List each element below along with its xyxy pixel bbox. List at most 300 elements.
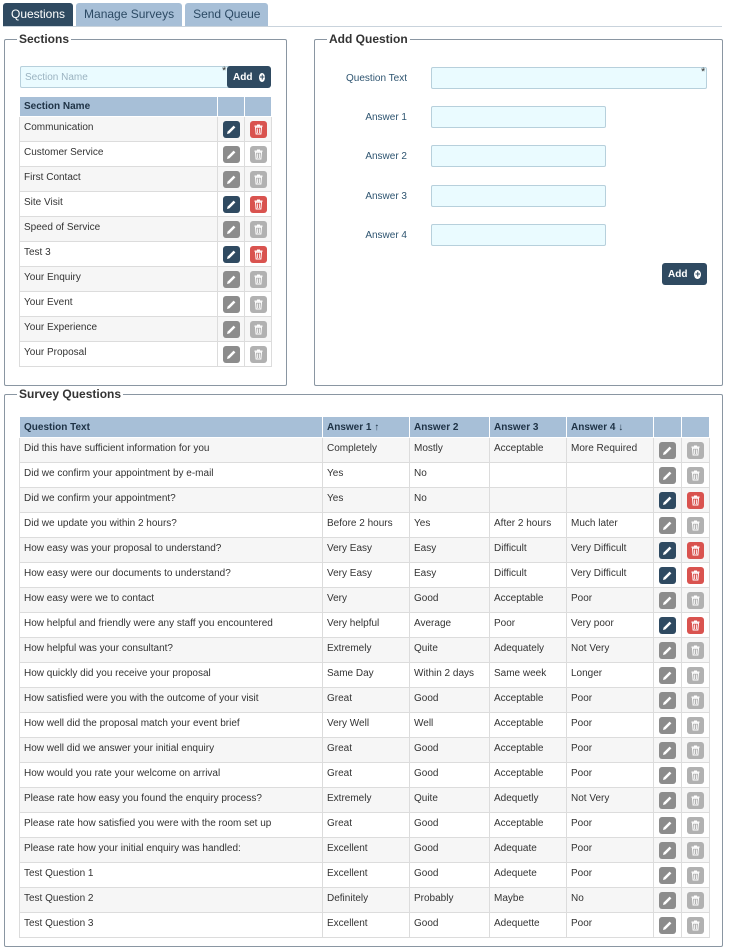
question-row[interactable]: [20, 888, 710, 913]
answer-3-cell: Acceptable: [490, 588, 567, 613]
answer-2-cell: Good: [410, 688, 490, 713]
edit-question-button-cell: [654, 663, 682, 688]
tab-bar: [3, 3, 268, 26]
edit-question-button-cell: [654, 463, 682, 488]
delete-question-button-cell: [682, 563, 710, 588]
question-text-cell: How easy was your proposal to understand?: [20, 538, 323, 563]
question-row[interactable]: [20, 538, 710, 563]
section-name-cell: Test 3: [20, 242, 218, 267]
delete-question-button[interactable]: [687, 842, 704, 859]
answer-2-label: Answer 2: [365, 151, 407, 162]
question-text-cell: How quickly did you receive your proposal: [20, 663, 323, 688]
answer-2-cell: Well: [410, 713, 490, 738]
edit-section-button-cell: [218, 342, 245, 367]
section-name-cell: Your Experience: [20, 317, 218, 342]
edit-question-button[interactable]: [659, 542, 676, 559]
survey-questions-table: [19, 416, 710, 938]
edit-question-button[interactable]: [659, 892, 676, 909]
answer-4-input[interactable]: [431, 224, 606, 246]
section-row[interactable]: [20, 217, 272, 242]
edit-question-button[interactable]: [659, 592, 676, 609]
answer-2-cell: Probably: [410, 888, 490, 913]
answer-3-cell: Difficult: [490, 563, 567, 588]
edit-section-button-cell: [218, 292, 245, 317]
edit-section-button[interactable]: [223, 296, 240, 313]
edit-question-button[interactable]: [659, 442, 676, 459]
question-text-input[interactable]: [431, 67, 707, 89]
question-row[interactable]: [20, 663, 710, 688]
question-row[interactable]: [20, 588, 710, 613]
edit-question-button-cell: [654, 438, 682, 463]
edit-question-button-cell: [654, 838, 682, 863]
answer-3-cell: Acceptable: [490, 763, 567, 788]
delete-question-button[interactable]: [687, 542, 704, 559]
answer-1-cell: Completely: [323, 438, 410, 463]
edit-question-button[interactable]: [659, 717, 676, 734]
question-text-cell: How helpful and friendly were any staff you encountered: [20, 613, 323, 638]
question-text-cell: Please rate how satisfied you were with the room set up: [20, 813, 323, 838]
question-text-cell: How easy were our documents to understand?: [20, 563, 323, 588]
answer-3-input[interactable]: [431, 185, 606, 207]
edit-question-button[interactable]: [659, 792, 676, 809]
answer-1-header[interactable]: Answer 1 ↑: [323, 417, 410, 438]
answer-3-cell: Acceptable: [490, 738, 567, 763]
answer-1-cell: Very Easy: [323, 538, 410, 563]
question-text-cell: Test Question 3: [20, 913, 323, 938]
answer-1-cell: Before 2 hours: [323, 513, 410, 538]
add-question-label: Add: [668, 268, 688, 280]
delete-section-button[interactable]: [250, 171, 267, 188]
edit-section-button[interactable]: [223, 246, 240, 263]
answer-3-cell: Poor: [490, 613, 567, 638]
question-row[interactable]: [20, 863, 710, 888]
answer-1-cell: Great: [323, 738, 410, 763]
section-row[interactable]: [20, 342, 272, 367]
delete-question-button[interactable]: [687, 467, 704, 484]
question-text-cell: Did this have sufficient information for you: [20, 438, 323, 463]
delete-question-button[interactable]: [687, 792, 704, 809]
delete-question-button[interactable]: [687, 742, 704, 759]
edit-question-button-cell: [654, 538, 682, 563]
delete-section-button-cell: [245, 267, 272, 292]
answer-2-cell: No: [410, 463, 490, 488]
answer-1-cell: Very Easy: [323, 563, 410, 588]
edit-question-button[interactable]: [659, 867, 676, 884]
delete-question-button[interactable]: [687, 767, 704, 784]
delete-question-button[interactable]: [687, 667, 704, 684]
answer-1-cell: Very helpful: [323, 613, 410, 638]
edit-section-button[interactable]: [223, 171, 240, 188]
answer-2-cell: Average: [410, 613, 490, 638]
section-name-cell: First Contact: [20, 167, 218, 192]
answer-1-cell: Great: [323, 763, 410, 788]
answer-1-cell: Definitely: [323, 888, 410, 913]
delete-question-button[interactable]: [687, 592, 704, 609]
answer-4-cell: [567, 463, 654, 488]
answer-1-cell: Extremely: [323, 788, 410, 813]
answer-4-cell: Poor: [567, 588, 654, 613]
delete-section-button-cell: [245, 217, 272, 242]
answer-1-cell: Excellent: [323, 863, 410, 888]
answer-4-cell: Poor: [567, 688, 654, 713]
delete-question-button-cell: [682, 688, 710, 713]
answer-2-cell: Good: [410, 763, 490, 788]
delete-question-button-cell: [682, 588, 710, 613]
answer-2-cell: Easy: [410, 538, 490, 563]
question-text-cell: How would you rate your welcome on arrival: [20, 763, 323, 788]
question-row[interactable]: [20, 638, 710, 663]
edit-column-header: [218, 97, 245, 117]
answer-2-cell: Quite: [410, 788, 490, 813]
question-text-cell: How well did we answer your initial enquiry: [20, 738, 323, 763]
edit-section-button[interactable]: [223, 196, 240, 213]
answer-2-cell: Good: [410, 863, 490, 888]
edit-section-button[interactable]: [223, 346, 240, 363]
delete-section-button[interactable]: [250, 246, 267, 263]
answer-2-cell: Good: [410, 813, 490, 838]
edit-question-button[interactable]: [659, 492, 676, 509]
edit-question-button-cell: [654, 713, 682, 738]
edit-question-button[interactable]: [659, 842, 676, 859]
delete-question-button-cell: [682, 488, 710, 513]
answer-2-input[interactable]: [431, 145, 606, 167]
section-row[interactable]: [20, 117, 272, 142]
section-row[interactable]: [20, 142, 272, 167]
edit-question-button[interactable]: [659, 667, 676, 684]
question-text-cell: Did we confirm your appointment by e-mail: [20, 463, 323, 488]
answer-1-cell: Same Day: [323, 663, 410, 688]
delete-question-button[interactable]: [687, 717, 704, 734]
question-row[interactable]: [20, 688, 710, 713]
delete-question-button-cell: [682, 888, 710, 913]
delete-question-button-cell: [682, 538, 710, 563]
plus-circle-icon: +: [259, 71, 265, 82]
edit-section-button-cell: [218, 142, 245, 167]
edit-question-button[interactable]: [659, 817, 676, 834]
edit-question-button-cell: [654, 813, 682, 838]
answer-4-cell: Poor: [567, 713, 654, 738]
edit-question-button-cell: [654, 863, 682, 888]
question-row[interactable]: [20, 463, 710, 488]
answer-1-input[interactable]: [431, 106, 606, 128]
section-name-header[interactable]: Section Name: [20, 97, 218, 117]
required-marker: *: [222, 65, 227, 77]
question-row[interactable]: [20, 788, 710, 813]
delete-column-header: [245, 97, 272, 117]
answer-4-cell: Very Difficult: [567, 563, 654, 588]
edit-section-button-cell: [218, 217, 245, 242]
delete-section-button-cell: [245, 292, 272, 317]
answer-3-cell: Acceptable: [490, 813, 567, 838]
answer-4-header[interactable]: Answer 4 ↓: [567, 417, 654, 438]
delete-question-button[interactable]: [687, 492, 704, 509]
answer-4-cell: [567, 488, 654, 513]
sections-panel: [4, 32, 287, 386]
question-row[interactable]: [20, 913, 710, 938]
edit-question-button[interactable]: [659, 742, 676, 759]
delete-section-button-cell: [245, 317, 272, 342]
answer-4-cell: Poor: [567, 738, 654, 763]
answer-3-cell: Acceptable: [490, 688, 567, 713]
answer-3-cell: Acceptable: [490, 713, 567, 738]
answer-4-cell: Poor: [567, 913, 654, 938]
delete-question-button[interactable]: [687, 442, 704, 459]
plus-circle-icon: +: [695, 268, 701, 279]
question-row[interactable]: [20, 813, 710, 838]
answer-4-cell: Poor: [567, 813, 654, 838]
delete-question-button[interactable]: [687, 917, 704, 934]
delete-section-button-cell: [245, 167, 272, 192]
delete-section-button[interactable]: [250, 321, 267, 338]
edit-question-button[interactable]: [659, 517, 676, 534]
answer-2-cell: Good: [410, 913, 490, 938]
answer-3-cell: [490, 488, 567, 513]
edit-question-button-cell: [654, 888, 682, 913]
question-text-cell: Please rate how your initial enquiry was handled:: [20, 838, 323, 863]
edit-question-button[interactable]: [659, 467, 676, 484]
delete-question-button-cell: [682, 813, 710, 838]
answer-1-cell: Extremely: [323, 638, 410, 663]
delete-section-button[interactable]: [250, 121, 267, 138]
add-question-panel: [314, 32, 723, 386]
tab-questions[interactable]: Questions: [3, 3, 73, 26]
edit-section-button[interactable]: [223, 221, 240, 238]
delete-question-button[interactable]: [687, 692, 704, 709]
question-row[interactable]: [20, 438, 710, 463]
answer-1-label: Answer 1: [365, 112, 407, 123]
delete-question-button-cell: [682, 463, 710, 488]
answer-3-cell: Adequate: [490, 838, 567, 863]
answer-3-cell: Same week: [490, 663, 567, 688]
edit-section-button[interactable]: [223, 321, 240, 338]
delete-question-button-cell: [682, 663, 710, 688]
question-text-cell: Please rate how easy you found the enquiry process?: [20, 788, 323, 813]
answer-4-label: Answer 4: [365, 230, 407, 241]
section-row[interactable]: [20, 192, 272, 217]
delete-section-button-cell: [245, 242, 272, 267]
edit-question-button-cell: [654, 513, 682, 538]
question-row[interactable]: [20, 488, 710, 513]
delete-section-button-cell: [245, 142, 272, 167]
edit-section-button[interactable]: [223, 121, 240, 138]
answer-2-cell: Good: [410, 738, 490, 763]
delete-question-button-cell: [682, 738, 710, 763]
edit-section-button-cell: [218, 317, 245, 342]
edit-question-button[interactable]: [659, 617, 676, 634]
delete-question-button-cell: [682, 788, 710, 813]
tab-send-queue[interactable]: Send Queue: [185, 3, 268, 26]
edit-question-button[interactable]: [659, 642, 676, 659]
delete-question-button-cell: [682, 838, 710, 863]
question-text-cell: How helpful was your consultant?: [20, 638, 323, 663]
section-name-cell: Site Visit: [20, 192, 218, 217]
edit-section-button[interactable]: [223, 146, 240, 163]
delete-section-button-cell: [245, 192, 272, 217]
answer-4-cell: Longer: [567, 663, 654, 688]
question-row[interactable]: [20, 613, 710, 638]
delete-question-button[interactable]: [687, 867, 704, 884]
answer-1-cell: Excellent: [323, 913, 410, 938]
edit-question-button-cell: [654, 488, 682, 513]
answer-1-cell: Yes: [323, 488, 410, 513]
answer-4-cell: Very poor: [567, 613, 654, 638]
question-text-cell: Test Question 2: [20, 888, 323, 913]
delete-question-button[interactable]: [687, 817, 704, 834]
delete-question-button-cell: [682, 513, 710, 538]
answer-4-cell: Not Very: [567, 638, 654, 663]
answer-3-cell: Acceptable: [490, 438, 567, 463]
add-section-label: Add: [233, 71, 253, 83]
question-row[interactable]: [20, 838, 710, 863]
delete-section-button[interactable]: [250, 271, 267, 288]
answer-2-cell: Yes: [410, 513, 490, 538]
question-row[interactable]: [20, 513, 710, 538]
tab-divider: [3, 26, 722, 27]
edit-section-button-cell: [218, 117, 245, 142]
section-name-cell: Your Enquiry: [20, 267, 218, 292]
answer-1-cell: Very: [323, 588, 410, 613]
answer-1-cell: Yes: [323, 463, 410, 488]
delete-section-button[interactable]: [250, 296, 267, 313]
question-row[interactable]: [20, 738, 710, 763]
delete-section-button[interactable]: [250, 221, 267, 238]
section-row[interactable]: [20, 292, 272, 317]
edit-section-button-cell: [218, 167, 245, 192]
edit-question-button-cell: [654, 563, 682, 588]
section-row[interactable]: [20, 267, 272, 292]
section-row[interactable]: [20, 242, 272, 267]
answer-3-cell: [490, 463, 567, 488]
answer-3-cell: Adequately: [490, 638, 567, 663]
delete-section-button[interactable]: [250, 146, 267, 163]
edit-question-button-cell: [654, 613, 682, 638]
delete-question-button-cell: [682, 913, 710, 938]
answer-1-cell: Excellent: [323, 838, 410, 863]
question-row[interactable]: [20, 713, 710, 738]
section-row[interactable]: [20, 317, 272, 342]
section-name-cell: Customer Service: [20, 142, 218, 167]
answer-4-cell: Not Very: [567, 788, 654, 813]
delete-question-button-cell: [682, 863, 710, 888]
answer-3-cell: Maybe: [490, 888, 567, 913]
answer-2-cell: Good: [410, 588, 490, 613]
edit-question-button-cell: [654, 588, 682, 613]
answer-2-cell: Within 2 days: [410, 663, 490, 688]
edit-question-button-cell: [654, 638, 682, 663]
answer-2-cell: Easy: [410, 563, 490, 588]
delete-section-button-cell: [245, 342, 272, 367]
answer-3-cell: Adequette: [490, 913, 567, 938]
add-section-button[interactable]: [227, 66, 271, 88]
delete-section-button[interactable]: [250, 346, 267, 363]
edit-section-button-cell: [218, 192, 245, 217]
delete-question-button-cell: [682, 613, 710, 638]
section-name-cell: Your Event: [20, 292, 218, 317]
edit-question-button[interactable]: [659, 692, 676, 709]
add-question-legend: Add Question: [329, 32, 408, 46]
question-row[interactable]: [20, 563, 710, 588]
question-text-cell: How well did the proposal match your event brief: [20, 713, 323, 738]
delete-section-button-cell: [245, 117, 272, 142]
answer-4-cell: More Required: [567, 438, 654, 463]
answer-4-cell: Poor: [567, 838, 654, 863]
question-row[interactable]: [20, 763, 710, 788]
question-text-cell: How satisfied were you with the outcome of your visit: [20, 688, 323, 713]
answer-2-cell: Mostly: [410, 438, 490, 463]
add-question-button[interactable]: [662, 263, 707, 285]
delete-column-header: [682, 417, 710, 438]
section-name-cell: Speed of Service: [20, 217, 218, 242]
tab-manage-surveys[interactable]: Manage Surveys: [76, 3, 182, 26]
edit-section-button-cell: [218, 242, 245, 267]
delete-question-button-cell: [682, 713, 710, 738]
answer-3-cell: Adequetly: [490, 788, 567, 813]
answer-4-cell: Much later: [567, 513, 654, 538]
section-name-cell: Your Proposal: [20, 342, 218, 367]
question-text-cell: Test Question 1: [20, 863, 323, 888]
required-marker: *: [701, 66, 706, 78]
answer-3-cell: Adequete: [490, 863, 567, 888]
delete-question-button-cell: [682, 763, 710, 788]
section-name-cell: Communication: [20, 117, 218, 142]
answer-4-cell: No: [567, 888, 654, 913]
answer-2-cell: Quite: [410, 638, 490, 663]
delete-question-button[interactable]: [687, 617, 704, 634]
edit-section-button-cell: [218, 267, 245, 292]
edit-question-button-cell: [654, 763, 682, 788]
delete-question-button[interactable]: [687, 567, 704, 584]
section-name-input[interactable]: [20, 66, 232, 88]
edit-question-button-cell: [654, 913, 682, 938]
answer-2-cell: Good: [410, 838, 490, 863]
answer-1-cell: Great: [323, 813, 410, 838]
survey-questions-legend: Survey Questions: [19, 387, 122, 401]
question-text-header[interactable]: Question Text: [20, 417, 323, 438]
question-text-cell: Did we confirm your appointment?: [20, 488, 323, 513]
answer-1-cell: Great: [323, 688, 410, 713]
answer-3-header[interactable]: Answer 3: [490, 417, 567, 438]
answer-2-cell: No: [410, 488, 490, 513]
section-name-field-wrap: [20, 66, 232, 88]
survey-questions-panel: [4, 387, 723, 947]
answer-3-cell: Difficult: [490, 538, 567, 563]
edit-question-button[interactable]: [659, 767, 676, 784]
edit-section-button[interactable]: [223, 271, 240, 288]
edit-question-button-cell: [654, 788, 682, 813]
delete-question-button-cell: [682, 438, 710, 463]
section-row[interactable]: [20, 167, 272, 192]
delete-question-button[interactable]: [687, 892, 704, 909]
edit-question-button[interactable]: [659, 917, 676, 934]
delete-question-button[interactable]: [687, 517, 704, 534]
delete-section-button[interactable]: [250, 196, 267, 213]
answer-1-cell: Very Well: [323, 713, 410, 738]
answer-4-cell: Poor: [567, 863, 654, 888]
edit-question-button-cell: [654, 738, 682, 763]
answer-4-cell: Poor: [567, 763, 654, 788]
sections-table: [19, 96, 272, 367]
answer-2-header[interactable]: Answer 2: [410, 417, 490, 438]
sections-legend: Sections: [19, 32, 70, 46]
edit-question-button-cell: [654, 688, 682, 713]
delete-question-button-cell: [682, 638, 710, 663]
answer-4-cell: Very Difficult: [567, 538, 654, 563]
delete-question-button[interactable]: [687, 642, 704, 659]
question-text-cell: How easy were we to contact: [20, 588, 323, 613]
edit-question-button[interactable]: [659, 567, 676, 584]
question-text-cell: Did we update you within 2 hours?: [20, 513, 323, 538]
answer-3-cell: After 2 hours: [490, 513, 567, 538]
